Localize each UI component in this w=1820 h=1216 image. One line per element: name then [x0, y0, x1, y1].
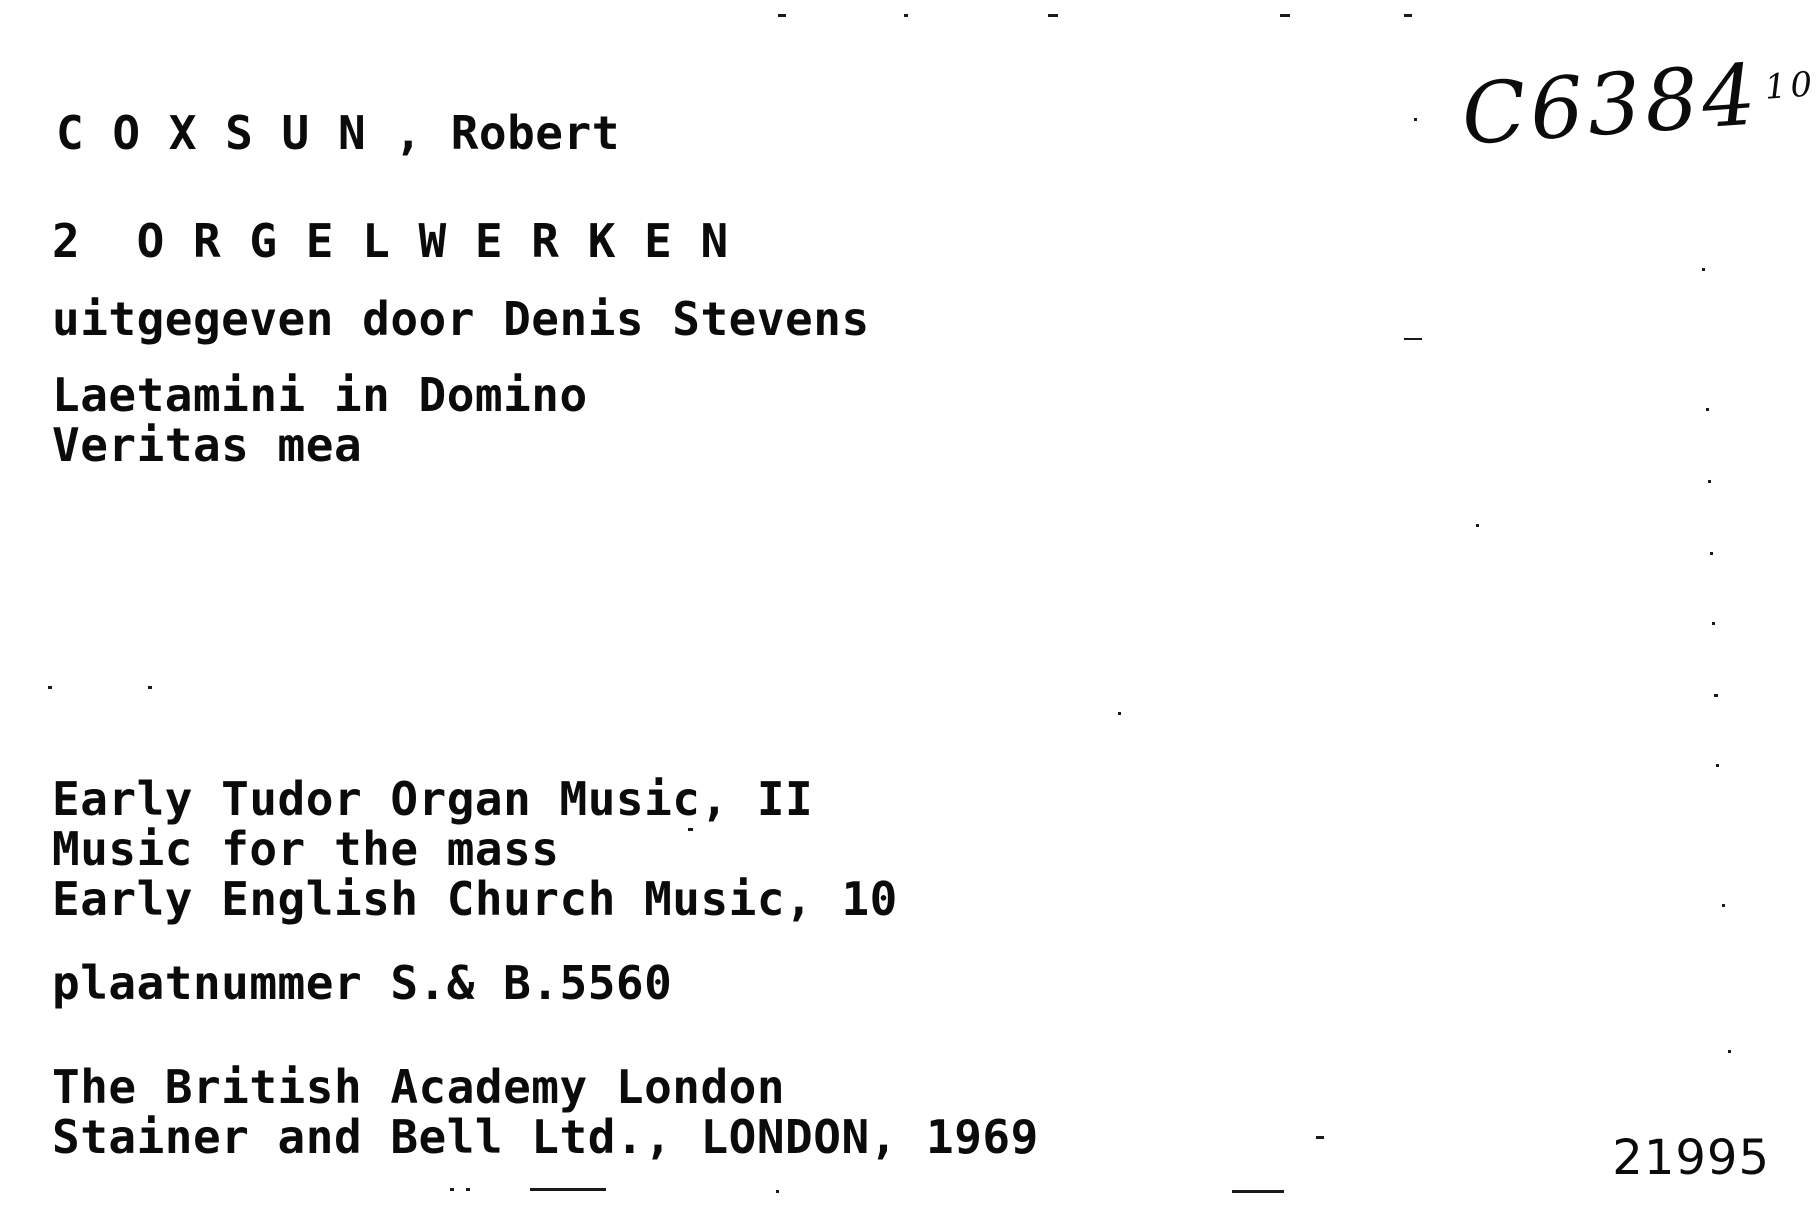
scan-speck	[776, 1190, 779, 1193]
shelfmark-handwritten	[1458, 45, 1820, 164]
scan-speck	[688, 828, 693, 831]
scan-speck	[1714, 694, 1718, 697]
scan-speck	[1404, 338, 1422, 340]
scan-speck	[450, 1188, 454, 1191]
scan-speck	[1728, 1050, 1731, 1053]
scan-speck	[1048, 14, 1058, 17]
series-line-1: Early Tudor Organ Music, II	[52, 772, 814, 826]
scan-speck	[1404, 14, 1412, 17]
publisher-line-1: The British Academy London	[52, 1060, 786, 1114]
scan-speck	[1722, 904, 1725, 907]
catalog-number: 21995	[1612, 1130, 1770, 1186]
scan-speck	[1476, 524, 1479, 527]
plate-number-line: plaatnummer S.& B.5560	[52, 956, 673, 1010]
author-line: C O X S U N , Robert	[56, 106, 620, 160]
scan-speck	[904, 14, 908, 17]
work-line-1: Laetamini in Domino	[52, 368, 588, 422]
scan-speck	[148, 686, 152, 689]
scan-speck	[1712, 622, 1715, 625]
scan-speck	[466, 1188, 470, 1191]
title-line: 2 O R G E L W E R K E N	[52, 214, 729, 268]
scan-speck	[530, 1188, 606, 1191]
scan-speck	[1232, 1190, 1284, 1193]
series-line-2: Music for the mass	[52, 822, 560, 876]
scan-speck	[1316, 1136, 1324, 1139]
scan-speck	[1280, 14, 1290, 17]
scan-speck	[1414, 118, 1417, 121]
scan-speck	[1118, 712, 1121, 715]
work-line-2: Veritas mea	[52, 418, 363, 472]
scan-speck	[1706, 408, 1709, 411]
scan-speck	[1708, 480, 1711, 483]
scan-speck	[1702, 268, 1705, 271]
publisher-line-2: Stainer and Bell Ltd., LONDON, 1969	[52, 1110, 1039, 1164]
shelfmark-superscript: 10	[1763, 64, 1818, 108]
series-line-3: Early English Church Music, 10	[52, 872, 898, 926]
scan-speck	[778, 14, 786, 17]
scan-speck	[1716, 764, 1719, 767]
scan-speck	[1710, 552, 1713, 555]
scan-speck	[48, 686, 52, 689]
editor-line: uitgegeven door Denis Stevens	[52, 292, 870, 346]
shelfmark-text: C6384	[1458, 45, 1763, 164]
